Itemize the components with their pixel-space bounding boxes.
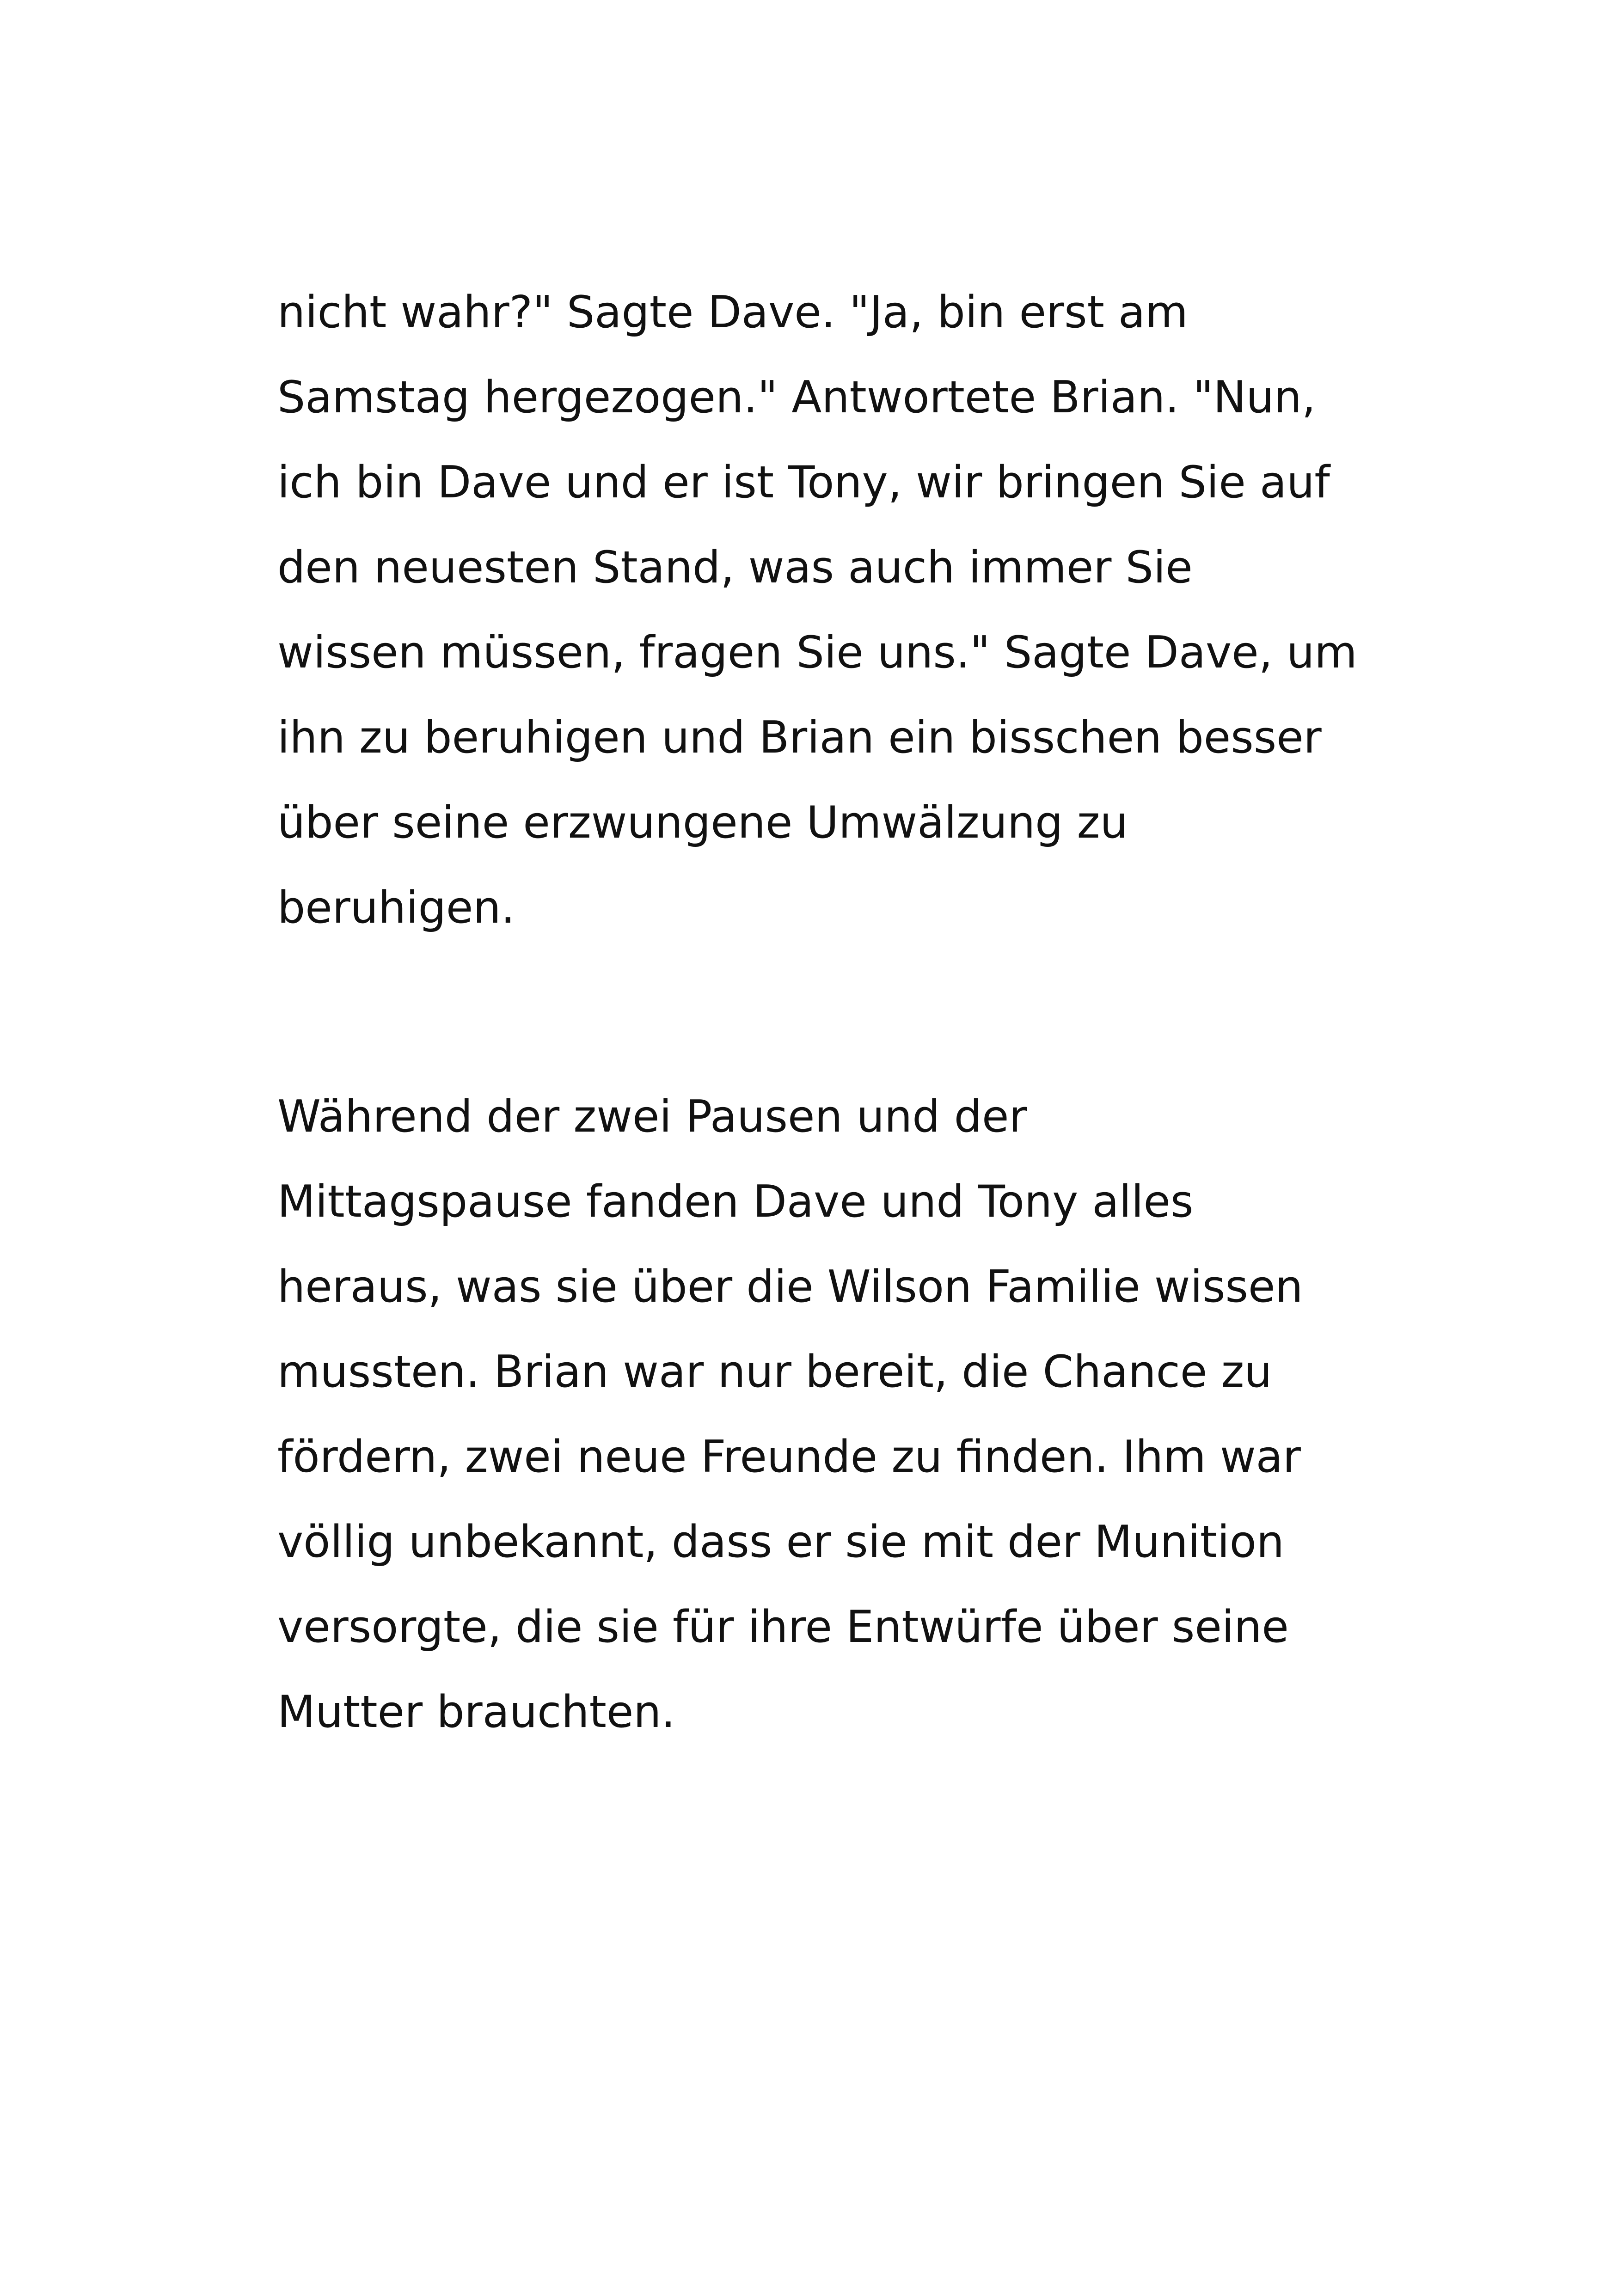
- paragraph-line: den neuesten Stand, was auch immer Sie: [277, 542, 1193, 593]
- paragraph-line: ich bin Dave und er ist Tony, wir bringen Sie auf: [277, 457, 1330, 508]
- paragraph-line: Während der zwei Pausen und der: [277, 1091, 1027, 1142]
- paragraph-line: wissen müssen, fragen Sie uns." Sagte Dave, um: [277, 627, 1357, 678]
- paragraph-line: über seine erzwungene Umwälzung zu: [277, 797, 1128, 848]
- paragraph-line: beruhigen.: [277, 882, 515, 933]
- paragraph-2: [277, 1074, 1387, 1755]
- paragraph-line: Samstag hergezogen." Antwortete Brian. "Nun,: [277, 372, 1316, 423]
- paragraph-line: fördern, zwei neue Freunde zu finden. Ihm war: [277, 1432, 1301, 1482]
- paragraph-line: heraus, was sie über die Wilson Familie wissen: [277, 1261, 1303, 1312]
- paragraph-line: völlig unbekannt, dass er sie mit der Munition: [277, 1517, 1284, 1567]
- paragraph-1: [277, 270, 1387, 950]
- paragraph-line: nicht wahr?" Sagte Dave. "Ja, bin erst am: [277, 287, 1188, 338]
- paragraph-line: mussten. Brian war nur bereit, die Chance zu: [277, 1347, 1272, 1397]
- paragraph-line: ihn zu beruhigen und Brian ein bisschen besser: [277, 712, 1322, 763]
- paragraph-line: Mittagspause fanden Dave und Tony alles: [277, 1176, 1194, 1227]
- paragraph-line: Mutter brauchten.: [277, 1687, 675, 1738]
- paragraph-line: versorgte, die sie für ihre Entwürfe über seine: [277, 1602, 1289, 1653]
